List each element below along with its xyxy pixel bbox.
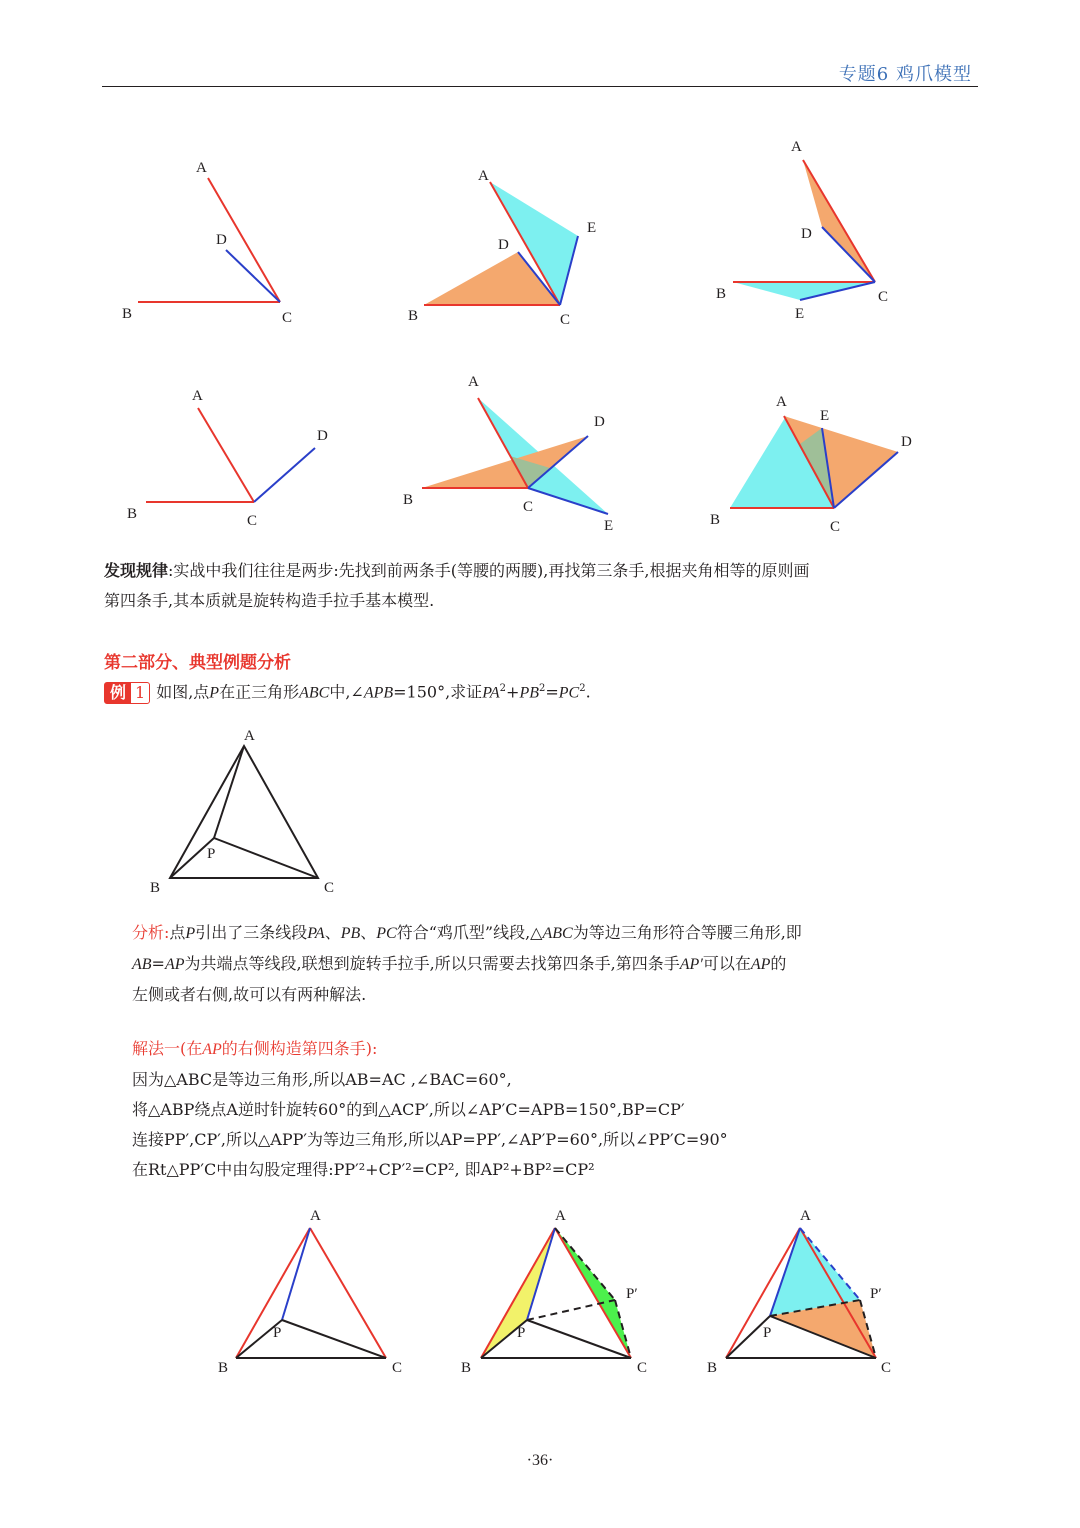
figure-bottom-2	[455, 1200, 675, 1380]
label-a: A	[791, 139, 802, 155]
discovery-label: 发现规律	[104, 561, 169, 580]
example-badge: 例 1	[104, 682, 150, 704]
page-number: ·36·	[526, 1452, 554, 1469]
label-p-prime: P′	[626, 1286, 638, 1302]
header-rule	[102, 86, 978, 87]
label-b: B	[218, 1360, 229, 1376]
label-b: B	[403, 492, 414, 508]
label-b: B	[127, 506, 138, 522]
discovery-line-2: 第四条手,其本质就是旋转构造手拉手基本模型.	[104, 591, 435, 610]
label-d: D	[901, 434, 912, 450]
figure-5	[400, 370, 640, 540]
label-d: D	[801, 226, 812, 242]
segment-cd	[226, 250, 280, 302]
label-c: C	[282, 310, 293, 326]
label-p: P	[207, 846, 216, 862]
label-c: C	[830, 519, 841, 535]
label-p: P	[517, 1325, 526, 1341]
label-c: C	[878, 289, 889, 305]
discovery-paragraph	[104, 556, 984, 616]
label-c: C	[560, 312, 571, 328]
section-title: 第二部分、典型例题分析	[104, 653, 291, 673]
label-p: P	[763, 1325, 772, 1341]
label-p: P	[273, 1325, 282, 1341]
label-c: C	[523, 499, 534, 515]
label-e: E	[820, 408, 830, 424]
figure-6	[700, 380, 940, 540]
solution-1: 解法一(在AP的右侧构造第四条手): 因为△ABC是等边三角形,所以AB=AC ,∠BAC=60°, 将△ABP绕点A逆时针旋转60°的到△ACP′,所以∠AP′C=APB=150°,BP=CP′ 连接PP′,CP′,所以△APP′为等边三角形,所以AP=PP′,∠AP′P=60°,所以∠PP′C=90° 在Rt△PP′C中由勾股定理得:PP′²+CP′²=CP², 即AP²+BP²=CP²	[132, 1034, 982, 1185]
label-c: C	[324, 880, 335, 896]
discovery-line-1: :实战中我们往往是两步:先找到前两条手(等腰的两腰),再找第三条手,根据夹角相等的原则画	[168, 561, 810, 580]
figure-example	[140, 720, 360, 900]
label-d: D	[594, 414, 605, 430]
figure-3	[700, 130, 920, 330]
label-a: A	[244, 728, 255, 744]
label-c: C	[881, 1360, 892, 1376]
figure-4	[110, 380, 350, 540]
label-b: B	[461, 1360, 472, 1376]
label-d: D	[216, 232, 227, 248]
label-a: A	[555, 1208, 566, 1224]
label-a: A	[800, 1208, 811, 1224]
solution-step-3: 连接PP′,CP′,所以△APP′为等边三角形,所以AP=PP′,∠AP′P=60°,所以∠PP′C=90°	[132, 1130, 728, 1149]
label-d: D	[317, 428, 328, 444]
label-c: C	[247, 513, 258, 529]
figure-bottom-1	[210, 1200, 420, 1380]
label-a: A	[196, 160, 207, 176]
label-e: E	[604, 518, 614, 534]
header-title: 专题6 鸡爪模型	[838, 64, 972, 85]
figure-1	[100, 140, 320, 340]
label-a: A	[478, 168, 489, 184]
example-1: 例 1 如图,点P在正三角形ABC中,∠APB=150°,求证$PA^2+PB^2=PC^2$.	[104, 674, 984, 708]
figure-2	[400, 140, 620, 340]
label-e: E	[795, 306, 805, 322]
label-b: B	[408, 308, 419, 324]
label-b: B	[122, 306, 133, 322]
solution-step-2: 将△ABP绕点A逆时针旋转60°的到△ACP′,所以∠AP′C=APB=150°,BP=CP′	[132, 1100, 685, 1119]
label-b: B	[150, 880, 161, 896]
solution-step-1: 因为△ABC是等边三角形,所以AB=AC ,∠BAC=60°,	[132, 1070, 512, 1089]
label-a: A	[310, 1208, 321, 1224]
label-p-prime: P′	[870, 1286, 882, 1302]
label-a: A	[192, 388, 203, 404]
label-b: B	[710, 512, 721, 528]
label-b: B	[716, 286, 727, 302]
shape-bce	[733, 282, 875, 300]
figure-bottom-3	[700, 1200, 920, 1380]
label-e: E	[587, 220, 597, 236]
label-c: C	[392, 1360, 403, 1376]
analysis-paragraph: 分析:点P引出了三条线段PA、PB、PC符合“鸡爪型”线段,△ABC为等边三角形符合等腰三角形,即 AB=AP为共端点等线段,联想到旋转手拉手,所以只需要去找第四条手,第四条手AP′可以在AP的 左侧或者右侧,故可以有两种解法.	[132, 923, 802, 1004]
label-a: A	[776, 394, 787, 410]
label-a: A	[468, 374, 479, 390]
label-d: D	[498, 237, 509, 253]
label-b: B	[707, 1360, 718, 1376]
solution-step-4: 在Rt△PP′C中由勾股定理得:PP′²+CP′²=CP², 即AP²+BP²=CP²	[132, 1160, 595, 1179]
label-c: C	[637, 1360, 648, 1376]
